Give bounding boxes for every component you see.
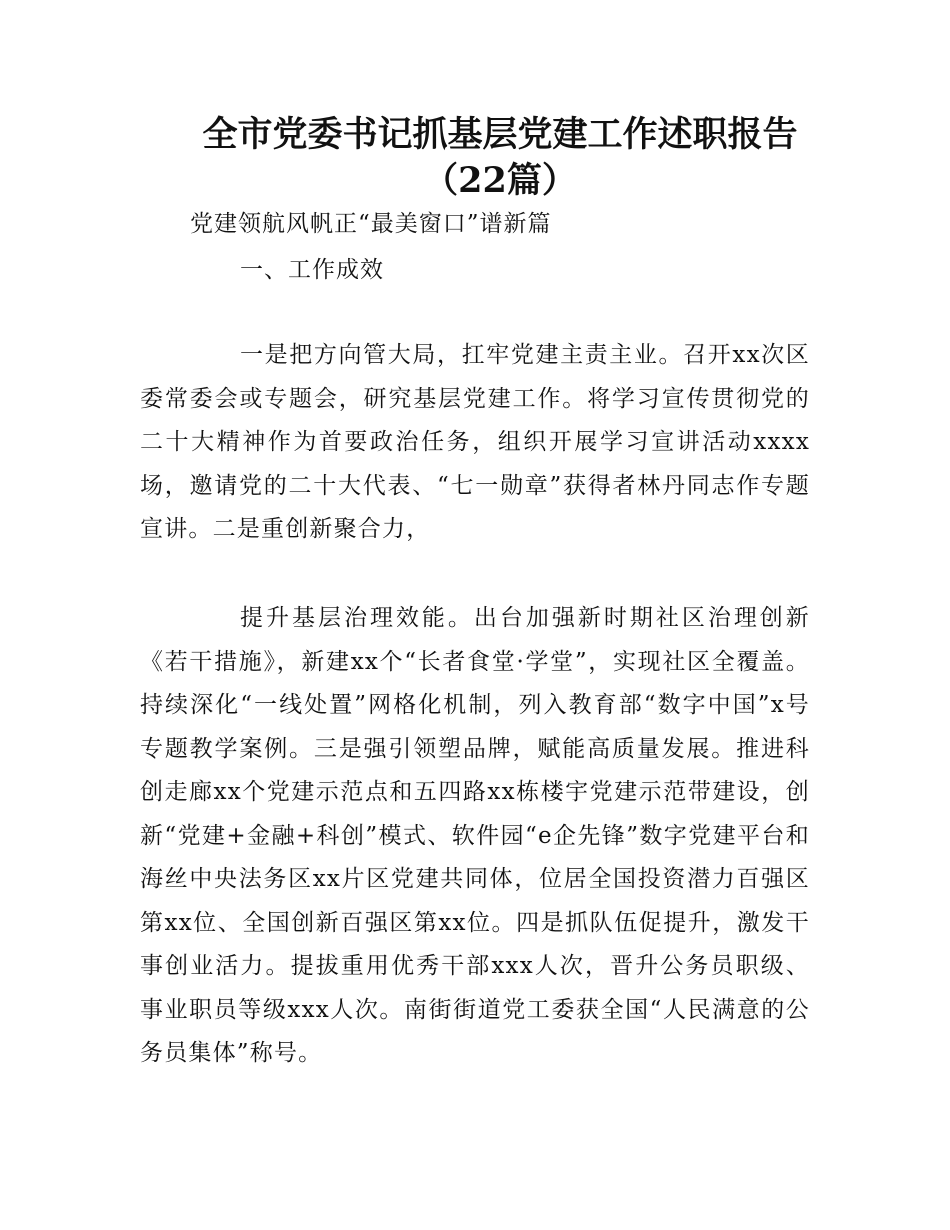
body-paragraph-1: 一是把方向管大局，扛牢党建主责主业。召开xx次区委常委会或专题会，研究基层党建工作。将学习宣传贯彻党的二十大精神作为首要政治任务，组织开展学习宣讲活动xxxx场，邀请党的二十大代表、“七一勋章”获得者林丹同志作专题宣讲。二是重创新聚合力， (140, 342, 810, 542)
document-subtitle: 党建领航风帆正“最美窗口”谱新篇 (190, 211, 552, 237)
section-heading: 一、工作成效 (240, 257, 384, 283)
body-paragraph-2: 提升基层治理效能。出台加强新时期社区治理创新《若干措施》，新建xx个“长者食堂·学堂”，实现社区全覆盖。持续深化“一线处置”网格化机制，列入教育部“数字中国”x号专题教学案例。三是强引领塑品牌，赋能高质量发展。推进科创走廊xx个党建示范点和五四路xx栋楼宇党建示范带建设，创新“党建+金融+科创”模式、软件园“e企先锋”数字党建平台和海丝中央法务区xx片区党建共同体，位居全国投资潜力百强区第xx位、全国创新百强区第xx位。四是抓队伍促提升，激发干事创业活力。提拔重用优秀干部xxx人次，晋升公务员职级、事业职员等级xxx人次。南街街道党工委获全国“人民满意的公务员集体”称号。 (140, 605, 810, 1066)
document-title-count: （22篇） (423, 160, 577, 201)
document-title: 全市党委书记抓基层党建工作述职报告 (202, 114, 798, 155)
